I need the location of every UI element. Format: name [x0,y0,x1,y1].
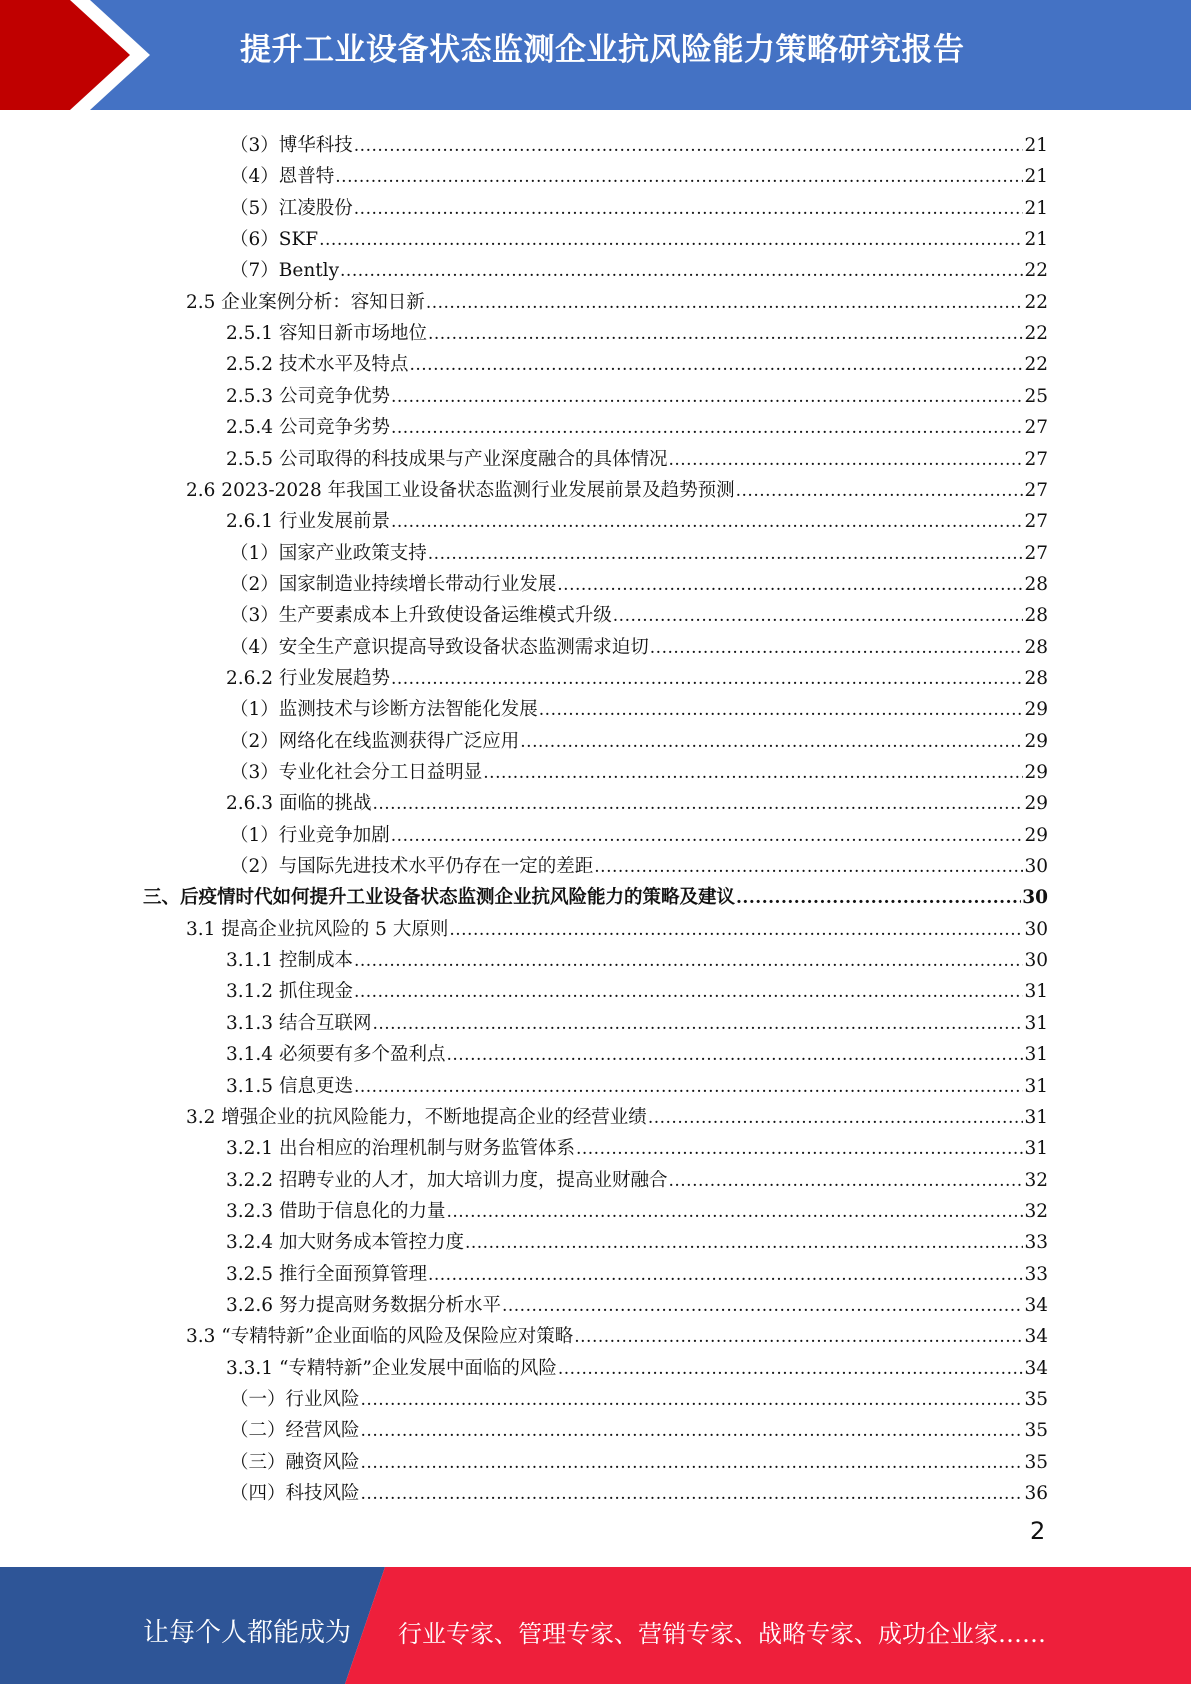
toc-leader-dots [668,448,1023,472]
toc-entry[interactable] [186,1318,1048,1349]
toc-entry-page: 29 [1024,824,1048,846]
toc-entry-page: 22 [1024,323,1048,345]
toc-entry[interactable] [226,1068,1048,1099]
toc-leader-dots [428,542,1024,566]
toc-entry-page: 21 [1024,229,1048,251]
toc-leader-dots [648,1106,1024,1130]
toc-entry-page: 36 [1024,1483,1048,1505]
toc-entry-page: 29 [1024,730,1048,752]
toc-entry-page: 31 [1024,1044,1048,1066]
toc-entry-label: 3.2.3 借助于信息化的力量 [226,1200,446,1222]
toc-leader-dots [668,1169,1023,1193]
toc-leader-dots [539,698,1024,722]
toc-leader-dots [335,165,1023,189]
toc-entry[interactable] [230,691,1048,722]
toc-entry-label: 2.5.4 公司竞争劣势 [226,417,390,439]
toc-leader-dots [354,197,1024,221]
toc-entry-label: （1）行业竞争加剧 [230,824,390,846]
toc-entry[interactable] [226,378,1048,409]
toc-entry-label: （1）国家产业政策支持 [230,542,427,564]
toc-entry-page: 30 [1024,950,1048,972]
toc-entry-label: 3.1.4 必须要有多个盈利点 [226,1044,446,1066]
toc-leader-dots [354,949,1024,973]
toc-entry-label: 3.3 “专精特新”企业面临的风险及保险应对策略 [186,1326,574,1348]
toc-entry-label: （1）监测技术与诊断方法智能化发展 [230,699,538,721]
toc-leader-dots [576,1137,1023,1161]
toc-entry-label: 3.3.1 “专精特新”企业发展中面临的风险 [226,1357,557,1379]
toc-leader-dots [520,730,1023,754]
toc-entry[interactable] [226,1193,1048,1224]
footer-slogan-right: 行业专家、管理专家、营销专家、战略专家、成功企业家…… [398,1620,1046,1648]
toc-entry[interactable] [226,660,1048,691]
toc-leader-dots [391,385,1023,409]
toc-entry[interactable] [186,472,1048,503]
page-footer [0,1567,1191,1684]
toc-entry-label: （3）博华科技 [230,135,353,156]
toc-entry-label: 2.5 企业案例分析：容知日新 [186,291,425,313]
toc-leader-dots [361,1388,1024,1412]
toc-entry-label: （四）科技风险 [230,1483,360,1505]
page-number: 2 [1030,1517,1046,1545]
toc-entry[interactable] [226,1224,1048,1255]
toc-leader-dots [319,228,1023,252]
toc-entry[interactable] [186,284,1048,315]
toc-entry-label: 3.2.2 招聘专业的人才，加大培训力度，提高业财融合 [226,1169,668,1191]
toc-entry-page: 22 [1024,291,1048,313]
toc-entry[interactable] [230,535,1048,566]
toc-leader-dots [502,1294,1023,1318]
toc-leader-dots [428,322,1023,346]
toc-entry[interactable] [226,973,1048,1004]
toc-leader-dots [613,604,1024,628]
toc-entry-label: 三、后疫情时代如何提升工业设备状态监测企业抗风险能力的策略及建议 [143,887,736,909]
toc-entry-page: 35 [1024,1451,1048,1473]
toc-leader-dots [446,1043,1023,1067]
toc-entry-page: 28 [1024,605,1048,627]
toc-entry[interactable] [230,723,1048,754]
toc-leader-dots [361,1419,1024,1443]
toc-entry[interactable] [226,409,1048,440]
toc-entry-page: 33 [1024,1232,1048,1254]
toc-entry-label: 3.2.5 推行全面预算管理 [226,1263,427,1285]
toc-entry-label: 2.6.1 行业发展前景 [226,511,390,533]
toc-entry[interactable] [230,1444,1048,1475]
toc-entry[interactable] [230,127,1048,158]
toc-entry-label: 3.2 增强企业的抗风险能力，不断地提高企业的经营业绩 [186,1106,647,1128]
toc-entry-page: 27 [1024,542,1048,564]
toc-entry[interactable] [230,848,1048,879]
toc-leader-dots [361,1482,1024,1506]
toc-entry-page: 21 [1024,135,1048,156]
toc-leader-dots [426,291,1024,315]
toc-entry-page: 27 [1024,511,1048,533]
toc-entry-page: 34 [1024,1294,1048,1316]
toc-entry-page: 34 [1024,1326,1048,1348]
toc-entry[interactable] [230,566,1048,597]
toc-entry-page: 27 [1024,417,1048,439]
toc-entry-label: 3.1.5 信息更迭 [226,1075,353,1097]
toc-entry-page: 32 [1024,1169,1048,1191]
toc-entry[interactable] [230,252,1048,283]
toc-entry-page: 33 [1024,1263,1048,1285]
toc-entry-label: （7）Bently [230,260,340,282]
toc-entry-page: 22 [1024,260,1048,282]
toc-entry-label: 3.1 提高企业抗风险的 5 大原则 [186,918,449,940]
toc-leader-dots [736,479,1024,503]
toc-entry-page: 29 [1024,762,1048,783]
toc-entry-page: 22 [1024,354,1048,376]
toc-entry[interactable] [226,1162,1048,1193]
toc-entry-label: （三）融资风险 [230,1451,360,1473]
toc-entry[interactable] [186,911,1048,942]
toc-entry-page: 27 [1024,479,1048,501]
toc-entry-page: 30 [1024,856,1048,878]
toc-leader-dots [354,1075,1024,1099]
toc-entry-page: 34 [1024,1357,1048,1379]
toc-entry-page: 31 [1024,1012,1048,1034]
toc-entry[interactable] [230,1412,1048,1443]
toc-entry-label: （2）网络化在线监测获得广泛应用 [230,730,520,752]
toc-entry-label: （5）江凌股份 [230,197,353,219]
toc-entry-page: 32 [1024,1200,1048,1222]
toc-entry[interactable] [226,1130,1048,1161]
toc-entry[interactable] [226,1005,1048,1036]
toc-entry-page: 25 [1024,385,1048,407]
toc-leader-dots [736,886,1021,910]
toc-entry-label: 2.5.5 公司取得的科技成果与产业深度融合的具体情况 [226,448,668,470]
toc-leader-dots [558,1357,1024,1381]
toc-entry-label: 3.1.2 抓住现金 [226,981,353,1003]
toc-entry[interactable] [230,1475,1048,1506]
toc-entry-page: 30 [1024,918,1048,940]
toc-entry[interactable] [226,1287,1048,1318]
toc-entry-label: 2.5.3 公司竞争优势 [226,385,390,407]
toc-leader-dots [557,573,1023,597]
toc-entry[interactable] [226,1256,1048,1287]
toc-entry-label: 2.6 2023-2028 年我国工业设备状态监测行业发展前景及趋势预测 [186,479,735,501]
toc-entry[interactable] [226,503,1048,534]
toc-entry[interactable] [186,1099,1048,1130]
toc-entry[interactable] [230,158,1048,189]
toc-entry-label: （6）SKF [230,229,319,251]
toc-entry[interactable] [226,346,1048,377]
toc-entry-page: 28 [1024,636,1048,658]
toc-leader-dots [594,855,1023,879]
toc-leader-dots [354,980,1024,1004]
toc-entry[interactable] [230,190,1048,221]
toc-entry[interactable] [226,441,1048,472]
page-header [0,0,1191,110]
toc-entry-label: 3.1.3 结合互联网 [226,1012,372,1034]
toc-leader-dots [391,667,1023,691]
toc-leader-dots [449,918,1023,942]
toc-entry[interactable] [226,1350,1048,1381]
toc-entry-page: 28 [1024,667,1048,689]
toc-entry-page: 31 [1024,1138,1048,1160]
toc-entry-label: （3）生产要素成本上升致使设备运维模式升级 [230,605,612,627]
toc-entry-label: （3）专业化社会分工日益明显 [230,762,483,783]
toc-leader-dots [391,416,1023,440]
toc-entry-page: 35 [1024,1420,1048,1442]
toc-entry-page: 29 [1024,699,1048,721]
toc-entry-page: 30 [1022,887,1048,909]
toc-leader-dots [372,1012,1023,1036]
toc-leader-dots [372,792,1023,816]
toc-entry[interactable] [230,754,1048,785]
footer-slogan-left: 让每个人都能成为 [143,1618,352,1648]
toc-entry-label: 3.2.4 加大财务成本管控力度 [226,1232,464,1254]
toc-leader-dots [483,761,1023,785]
toc-entry-label: （2）与国际先进技术水平仍存在一定的差距 [230,856,594,878]
toc-entry-label: （4）安全生产意识提高导致设备状态监测需求迫切 [230,636,649,658]
toc-leader-dots [391,824,1024,848]
toc-entry-label: 3.2.1 出台相应的治理机制与财务监管体系 [226,1138,575,1160]
toc-entry-page: 21 [1024,197,1048,219]
toc-entry[interactable] [230,221,1048,252]
toc-entry-label: （二）经营风险 [230,1420,360,1442]
toc-entry[interactable] [230,1381,1048,1412]
toc-leader-dots [465,1231,1023,1255]
toc-leader-dots [650,636,1024,660]
toc-leader-dots [361,1451,1024,1475]
toc-entry[interactable] [230,597,1048,628]
toc-entry-label: 3.2.6 努力提高财务数据分析水平 [226,1294,501,1316]
toc-leader-dots [340,259,1023,283]
toc-entry-label: 2.5.2 技术水平及特点 [226,354,409,376]
header-title: 提升工业设备状态监测企业抗风险能力策略研究报告 [240,32,965,68]
toc-entry-label: 2.6.2 行业发展趋势 [226,667,390,689]
toc-entry[interactable] [230,817,1048,848]
toc-entry[interactable] [226,315,1048,346]
toc-entry-label: （一）行业风险 [230,1389,360,1410]
toc-entry-page: 27 [1024,448,1048,470]
toc-leader-dots [446,1200,1023,1224]
toc-entry-label: （2）国家制造业持续增长带动行业发展 [230,573,557,595]
toc-leader-dots [574,1325,1023,1349]
toc-entry-label: （4）恩普特 [230,166,335,188]
toc-entry-page: 29 [1024,793,1048,815]
toc-entry-page: 21 [1024,166,1048,188]
toc-entry[interactable] [226,1036,1048,1067]
toc-entry-page: 31 [1024,1106,1048,1128]
toc-entry-page: 31 [1024,981,1048,1003]
toc-entry-page: 28 [1024,573,1048,595]
toc-entry[interactable] [226,942,1048,973]
toc-entry-page: 31 [1024,1075,1048,1097]
toc-leader-dots [354,134,1024,158]
toc-entry[interactable] [143,879,1048,910]
toc-leader-dots [428,1263,1023,1287]
toc-entry-label: 3.1.1 控制成本 [226,950,353,972]
toc-entry-label: 2.6.3 面临的挑战 [226,793,372,815]
toc-entry[interactable] [230,629,1048,660]
toc-entry[interactable] [226,785,1048,816]
toc-entry-label: 2.5.1 容知日新市场地位 [226,323,427,345]
toc-entry-page: 35 [1024,1389,1048,1410]
toc-leader-dots [409,353,1023,377]
toc-leader-dots [391,510,1023,534]
